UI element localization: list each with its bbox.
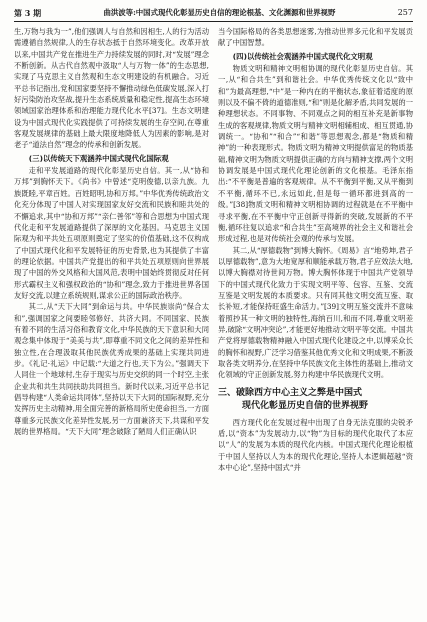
paragraph: 其二,从“天下大同”到命运与共。中华民族崇尚“保合太和”,强调国家之间要睦邻修好、共济大同。不同国家、民族有着不同的生活习俗和教育文化,中华民族的天下意识和大同观念集中体现于“美美与共”,即尊重不同文化之间的差异性和独立性,在合理汲取其他民族优秀成果的基础上实现共同进步。《礼记·礼运》中记载:“大道之行也,天下为公。”强调天下人同住一个地球村,生存于现实与历史交织的同一个时空,主张企业共和共生共同扶助共同担当。新时代以来,习近平总书记倡导构建“人类命运共同体”,坚持以天下大同的国际视野,充分发挥历史主动精神,用全面完善的新格局所史使命担当,一方面尊重多元民族文化差异性发展,另一方面兼济天下,共谋和平发展的世界格局。“天下大同”理念破除了陋局人们正确认识 [14,302,209,437]
paragraph: 生,万物与我为一”,他们强调人与自然和因相生,人的行为活动需遵循自然规律,人的生存状态抵于自然环境变化。改革开放以来,中国共产党在推进生产力持续发展的同时,对“发展”理念不断创新。从古代自然观中汲取“人与万物一体”的生态思想,实现了马克思主义自然观和生态文明建设的有机融合。习近平总书记指出,党和国家要坚持不懈推动绿色低碳发展,深入打好污染防治攻坚战,提升生态系统质量和稳定性,提高生态环境领域国家治理体系和治理能力现代化水平[37]。生态文明建设为中国式现代化实践提供了可持续发展的生存空间,在尊重客观发展规律的基础上最大限度地降低人为因素的影响,是对老子“道法自然”理念的传承和创新发展。 [14,27,209,150]
paragraph: 走和平发展道路的现代化彰显历史自信。其一,从“协和万邦”到胸怀天下。《尚书》中曾述“克明俊德,以亲九族。九族既睦,平章百姓。百姓昭明,协和万邦。”中华优秀传统政治文化充分体现了中国人对实现国家友好交流和民族和睦共处的不懈追求,其中“协和万邦”“亲仁善邻”等和合思想为中国式现代化走和平发展道路提供了深厚的文化基因。马克思主义国际观为和平共处五项原则奠定了坚实的价值基础,这不仅构成了中国式现代化和平发展特征的历史背景,也为其提供了丰富的理论依据。中国共产党提出的和平共处五项原则向世界展现了中国的外交风格和大国风范,表明中国始终贯彻反对任何形式霸权主义和强权政治的“协和”理念,致力于推进世界各国友好交流,以建立系统规则,谋求公正的国际政治秩序。 [14,166,209,300]
section-heading-line: 三、破除西方中心主义之弊是中国式 [218,387,363,398]
paragraph: 物质文明和精神文明相协调的现代化彰显历史自信。其一,从“和合共生”到和谐社会。中华优秀传统文化以“致中和”为最高理想,“中”是一种内在的平衡状态,象征着适度的原则以及不偏不倚的道德准则,“和”则是化解矛盾,共同发展的一种理想状态。不同事物、不同观点之间的相互补充是新事物生成的客观规律,物质文明与精神文明相辅相成、相互贯通,协调统一。“协和”“和合”“和谐”等思想观念,都是“物质和精神”的一种表现形式。物质文明为精神文明提供富足的物质基础,精神文明为物质文明提供正确的方向与精神支撑,两个文明协调发展是中国式现代化理论创新的文化根基。毛泽东指出:“不平衡是普遍的客观规律。从不平衡到平衡,又从平衡到不平衡,循环不已,永远如此,但是每一循环都进到高的一级。”[38]物质文明和精神文明相协调的过程就是在不平衡中寻求平衡,在不平衡中守正创新寻得新的突破,发展新的不平衡,循环往复以追求“和合共生”至高境界的社会主义和谐社会形成过程,也是对传统社会观的传承与发展。 [218,64,413,244]
page-number: 257 [397,8,413,17]
section-heading [218,387,413,413]
subsection-heading: (三)以传统天下观涵养中国式现代化国际观 [28,153,169,163]
issue-number: 第 3 期 [14,8,42,18]
header-rule [14,21,413,22]
page-header [14,6,413,20]
paragraph: 其二,从“厚德载物”到博大胸怀。《周易》言“地势坤,君子以厚德载物”,意为大地宽厚和顺能承载万物,君子应效法大地,以博大胸襟对待世间万物。博大胸怀体现于中国共产党领导下的中国式现代化致力于实现文明平等、包容、互鉴、交流互鉴是文明发展的本质要求。只有同其他文明交流互鉴、取长补短,才能保持旺盛生命活力。”[39]文明互鉴交流并不意味着照抄其一种文明的独特性,海纳百川,和而不同,尊重文明差异,破除“文明冲突论”,才能更好地推动文明平等交流。中国共产党将厚德载物精神融入中国式现代化建设之中,以博采众长的胸怀和视野,广泛学习借鉴其他优秀文化和文明成果,不断汲取各类文明养分,在坚持中华民族文化主体性的基础上,推动文化领域的守正创新发展,努力构建中华民族现代文明。 [218,245,413,380]
paragraph: 当今国际格局的各类思想迷雾,为推动世界多元化和平发展贡献了中国智慧。 [218,27,413,48]
left-column [14,26,209,616]
section-heading-line: 现代化彰显历史自信的世界视野 [242,400,369,411]
right-column [218,26,413,616]
subsection-heading: (四)以传统社会观涵养中国式现代化文明观 [232,51,373,61]
running-title: 曲洪波等:中国式现代化彰显历史自信的理论根基、文化渊源和世界视野 [103,8,336,17]
paragraph: 西方现代化在发展过程中出现了自身无法克服的尖锐矛盾,以“资本”为发展动力,以“物”为目标的现代化取代了本应以“人”的发展为本质的现代化内核。中国式现代化理论根植于中国人坚持以人为本的现代化理论,坚持人本逻辑超越“资本中心论”,坚持中国式“并 [218,417,413,473]
